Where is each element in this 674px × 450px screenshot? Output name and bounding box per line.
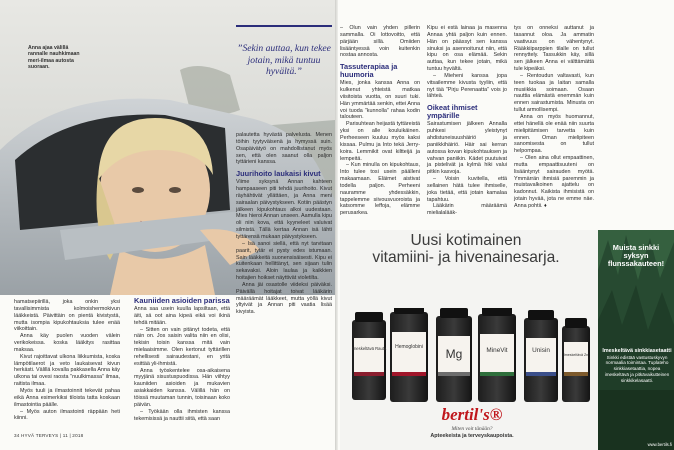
paragraph: Lääkärin määräämä mielialalääk-: [427, 203, 507, 217]
ad-side-body: [602, 348, 672, 383]
paragraph: Myös tuuli ja ilmastoinnit tekevät pahaa eikä Anna esimerkiksi tiloista tatta koskaan ilmastointia päälle.: [14, 387, 120, 408]
paragraph: – Olun vain yhden pillerin sammalla. Oi lottovoitto, että pärjään sillä. Omiiden lisääntyessä voin kuitenkin nostaa annosta.: [340, 25, 420, 59]
paragraph: – Isä sanoi siellä, että nyt tarvitaan paarit, tytär ei pysty edes istumaan. Sain lääkkeitä suonensisäisesti. Kipu ei kuitenkaan hellittänyt, sen sijaan tulin sekavaksi. Aloin laulaa ja kaikkien hoitajien hoikset näyttivät violetilta.: [236, 240, 332, 282]
ad-headline-line2: vitamiini- ja hivenainesarja.: [372, 249, 560, 266]
ad-tagline: Miten voit tänään?: [451, 426, 493, 432]
ad-side-panel: [598, 230, 674, 450]
supplement-bottles: [346, 308, 594, 408]
paragraph: Anna työskentelee osa-aikaisena myyjänä sisustuspuodissa. Hän viihtyy kauniiden asioiden ja mukavien asiakkaiden kanssa. Välillä hän on töissä muutaman tunnin, toisinaan koko päivän.: [134, 367, 230, 408]
paragraph: – Rentoudun valtavasti, kun teen tuokaa ja laitan samalla musiikkia soimaan. Osaan nauttia elämästä enemmän kuin ennen sairastumista. Minusta on tullut armollisempi.: [514, 72, 594, 114]
bottle-label: Unisin: [532, 347, 550, 354]
ad-availability: Apteekeista ja terveyskaupoista.: [430, 433, 514, 439]
ad-side-body-title: Imeskeltävä sinkkiasetaatti: [602, 348, 672, 354]
article-column-3: [236, 132, 332, 316]
bottle-label: Imeskeltävä Rauta: [351, 346, 387, 351]
photo-caption: Anna ajaa välillä rannalle nauhkimaan meri-ilmaa autosta suoraan.: [28, 45, 80, 71]
subheading: Oikeat ihmiset ympärille: [427, 103, 478, 121]
bottle-2: [390, 308, 428, 402]
paragraph: – Sitten on vain pitänyt todeta, että näin on. Jos saisin valita niin en olisi, tekisin toisin kanssa mitä vain mielaaisimme. Olen kertonut tyttärillen rehellisesti sairaudestani, en yritä esittää yli-ihmistä.: [134, 326, 230, 367]
ad-side-title: Muista sinkki syksyn flunssakauteen!: [607, 243, 665, 269]
article-column-2: [134, 293, 230, 422]
paragraph: hamatsepiirillä, joka onkin yksi tavallisimmista kolmoishermokivun lääkkeistä. Päivittäin on pientä kivistystä, mutta isompia kipukohtauksia tulee enää viikoittain.: [14, 299, 120, 333]
bottle-5: [524, 310, 558, 402]
paragraph: – Olen aina ollut empaattinen, mutta empaattisuuteni on lisääntynyt sairauden myötä. Ymmärrän ihmisiä paremmin ja muistavalkoinen ajattelu on kadonnut. Kaikista ihmisistä on jotain hyvää, jota ne emme näe. Anna pohtii. ♦: [514, 155, 594, 209]
right-page: [338, 0, 674, 450]
paragraph: palautetta hyvästä palvelusta. Menen töihin tyytyväisenä ja hymyssä suin. Osapäivätyö on mahdollistanut myös sen, että olen saanut olla paljon tyttärieni kanssa.: [236, 132, 332, 166]
paragraph: Anna on myös huomannut, ettei hänellä ole enää niin suurta mielipitämisen tarvetta kuin ennen. Oman mielipiteen sanomisesta on tullut helpompaa.: [514, 113, 594, 155]
paragraph: – Myös auton ilmastointi räppään heti kiinni.: [14, 408, 120, 422]
ad-website: www.bertils.fi: [647, 442, 672, 447]
paragraph: tys on onneksi auttanut ja tasannut oloa. Ja ammatin vaativuus on vähentynyt. Rääkkiiparppien tilalle on tullut rennyttely. Tassukkin käy, sillä sen jälkeen Anna ei välttämättä tule kipeäksi.: [514, 25, 594, 73]
bottle-label: Imeskeltävä Zn: [563, 353, 589, 357]
paragraph: Mies, jonka kanssa Anna on kulkenut yhteistä matkaa viisitoista vuotta, on suuri tuki. Hän ymmärtää senkin, ettei Anna voi tuoda ”kunnolla” rahaa kodin talouteen.: [340, 80, 420, 121]
paragraph: – Mieheni kanssa jopa vitsailemme kivusta tyyliin, että nyt tää ”Pirju Perenaatta” vois jo lähteä.: [427, 72, 507, 100]
article-column-5: [427, 25, 507, 217]
paragraph: Kipu ei estä lainaa ja masenna Annaa yhtä paljon kuin ennen. Hän on päässyt sen kanssa sinuksi ja asennoitunut niin, että kipu on osa elämää. Sekin auttaa, kun tekee jotain, mikä tuntuu hyvältä.: [427, 25, 507, 73]
page-footer: 34 HYVÄ TERVEYS | 11 | 2018: [14, 433, 84, 438]
paragraph: – Kun minulla on kipukohtaus, Into tulee tosi usein päälleni makaamaan. Eläimet aistivat todella paljon. Perheeni nauramme yhdessäkkin, tappelemme siivousvuoroista ja katsomme leffoja, elämme perusarkea.: [340, 162, 420, 217]
paragraph: – Voisin kuvitella, että sellainen hätä tulee ihmiselle, joka tietää, että jotain kamalaa tapahtuu.: [427, 176, 507, 203]
article-column-4: [340, 25, 420, 217]
bertils-logo: bertil's®: [441, 405, 503, 424]
ad-side-body-text: Sinkki edistää vastustuskyvyn normaalia toimintaa. Tuplateho sinkkiasetaattia, nopea imeskeltävä ja pitkävaikutteinen sinkkikelasaatti.: [604, 354, 670, 383]
ad-headline-line1: Uusi kotimainen: [410, 232, 522, 249]
paragraph: Kivut rajoittavat ulkona liikkumista, koska lämpötilaerot ja veto laukaisevat kivun herkästi. Välillä kovalla pakkasella Anna käy ulkona tai ovesi raosta ”nuulkimassa” ilmaa, raitista ilmaa.: [14, 353, 120, 388]
article-column-1: [14, 299, 120, 422]
bertils-advertisement: [340, 230, 674, 450]
pullquote: ”Sekin auttaa, kun tekee jotain, mikä tuntuu hyvältä.”: [237, 43, 331, 78]
subheading: Tassuterapiaa ja huumoria: [340, 62, 398, 80]
paragraph: – Työkään olla ihmisten kanssa tekemisissä ja nauttii siitä, että saan: [134, 408, 230, 422]
subheading: Kauniiden asioiden parissa: [134, 296, 230, 305]
bottle-label: MineVit: [486, 347, 508, 354]
paragraph: Parisuhtean heijastä tyttäreistä yksi on alle kouluikäinen. Perheeseen kuuluu myös kaksi kissaa. Pulmu ja Into tekä Jerry-koira. Lemmikit ovat kiltteijä ja lempeitä.: [340, 121, 420, 162]
paragraph: Anna käy puolen vuoden välein verikokeissa. koska lääkitys rasittaa maksaa.: [14, 333, 120, 353]
bottle-label: Mg: [445, 347, 463, 361]
article-column-6: [514, 25, 594, 210]
bottle-4: [478, 308, 516, 402]
paragraph: Anna saa usein kuulla lapsiltaan, että äiti, sä oot aina kipeä eikä voi ikinä tehdä mitään.: [134, 306, 230, 326]
paragraph: Viime syksynä Annan kahteen hampaaseen piti tehdä juurihoito. Kivut räyhähtivät yllättäen, ja Anna meni sairaalan päivystykseen. Kotiin päästyn jälkeen kipukohtaus alkoi uudestaan. Mies hieroi Annan unseen. Aamulla kipu oli niin kova, että kyyneleet valuivat silmistä. Tällä kertaa Annan isä lähti tyttärensä mukaan päivystykseen.: [236, 179, 332, 240]
paragraph: Anna jäi osastolle viideksi päiväksi. Päivällä hoitajat toivat lääkärin määräämät lääkkeet, mutta yöllä kivut yltyivät ja Annan piti vaatia lisää kivyista.: [236, 281, 332, 316]
pullquote-rule: [236, 25, 332, 27]
bottle-6: [562, 318, 590, 402]
paragraph: Sairastumisen jälkeen Annalla puhkesi yleistynyt ahdistuneisuushäiriö ja paniikkihäiriö. Häir sai kerran autossa kovan kipukohtauksen ja vahvan paniikin. Kädet puutuivat ja pistelivät ja kylmä hiki valui pitkin kasvoja.: [427, 121, 507, 176]
bottle-label: Hemoglobini: [395, 344, 423, 350]
bottle-1: [352, 312, 386, 400]
ad-headline: [340, 232, 592, 266]
subheading: Juurihoito laukaisi kivut: [236, 169, 321, 179]
